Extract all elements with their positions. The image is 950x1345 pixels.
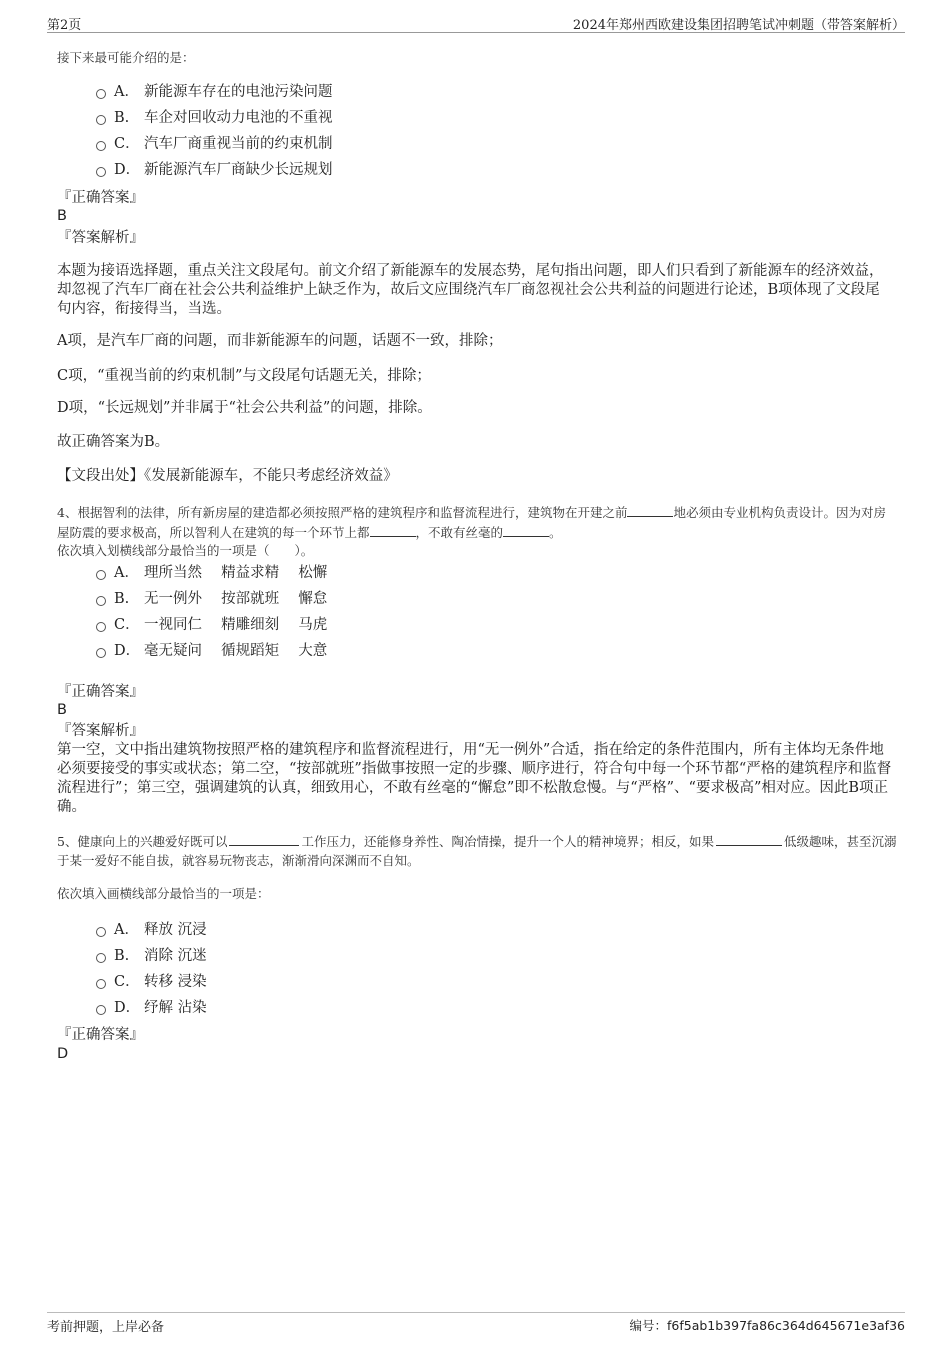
q4-analysis: 第一空，文中指出建筑物按照严格的建筑程序和监督流程进行，用“无一例外”合适，指在给定的条件范围内，所有主体均无条件地必须要接受的事实或状态；第二空，“按部就班”指做事按照一定的步骤、顺序进行，符合句中每一个环节都“严格的建筑程序和监督流程进行”；第三空，强调建筑的认真，细致用心，不敢有丝毫的“懈怠”即不松散怠慢。与“严格”、“要求极高”相对应。因此B项正确。	[57, 742, 892, 815]
radio-icon[interactable]	[96, 570, 106, 580]
q3-answer-title: 『正确答案』	[57, 190, 144, 206]
page-footer	[47, 1312, 905, 1337]
radio-icon[interactable]	[96, 927, 106, 937]
q3-option-a[interactable]: A． 新能源车存在的电池污染问题	[96, 82, 333, 102]
q4-option-d[interactable]: D． 毫无疑问 循规蹈矩 大意	[96, 641, 327, 661]
document-id: 编号：f6f5ab1b397fa86c364d645671e3af36	[629, 1318, 905, 1333]
q3-option-b[interactable]: B. 车企对回收动力电池的不重视	[96, 108, 333, 128]
footer-slogan: 考前押题，上岸必备	[47, 1320, 165, 1335]
radio-icon[interactable]	[96, 1005, 106, 1015]
q4-prompt: 依次填入划横线部分最恰当的一项是（ ）。	[57, 543, 314, 558]
radio-icon[interactable]	[96, 648, 106, 658]
blank-line[interactable]	[503, 522, 549, 537]
q5-option-d[interactable]: D． 纾解 沾染	[96, 998, 207, 1018]
q3-answer: B	[57, 208, 67, 224]
radio-icon[interactable]	[96, 953, 106, 963]
blank-line[interactable]	[716, 831, 782, 846]
radio-icon[interactable]	[96, 89, 106, 99]
q4-option-a[interactable]: A． 理所当然 精益求精 松懈	[96, 563, 327, 583]
q3-option-d[interactable]: D． 新能源汽车厂商缺少长远规划	[96, 160, 333, 180]
q5-answer: D	[57, 1046, 69, 1062]
q4-option-c[interactable]: C． 一视同仁 精雕细刻 马虎	[96, 615, 327, 635]
q4-stem: 4、根据智利的法律，所有新房屋的建造都必须按照严格的建筑程序和监督流程进行，建筑物在开建之前 地必须由专业机构负责设计。因为对房屋防震的要求极高，所以智利人在建筑的每一个环节上都 ，不敢有丝毫的 。	[57, 502, 893, 542]
page-number: 第2页	[47, 18, 82, 33]
radio-icon[interactable]	[96, 141, 106, 151]
q5-stem: 5、健康向上的兴趣爱好既可以 工作压力，还能修身养性、陶冶情操，提升一个人的精神境界；相反，如果 低级趣味，甚至沉溺于某一爱好不能自拔，就容易玩物丧志，渐渐滑向深渊而不自知。	[57, 831, 897, 870]
page-header	[47, 12, 905, 33]
q3-analysis-paragraph: 故正确答案为B。	[57, 434, 170, 450]
q3-option-c[interactable]: C． 汽车厂商重视当前的约束机制	[96, 134, 333, 154]
blank-line[interactable]	[229, 831, 299, 846]
radio-icon[interactable]	[96, 167, 106, 177]
q5-prompt: 依次填入画横线部分最恰当的一项是：	[57, 886, 270, 901]
q3-analysis-paragraph: 本题为接语选择题，重点关注文段尾句。前文介绍了新能源车的发展态势，尾句指出问题，即人们只看到了新能源车的经济效益，却忽视了汽车厂商在社会公共利益维护上缺乏作为，故后文应围绕汽车厂商忽视社会公共利益的问题进行论述，B项体现了文段尾句内容，衔接得当，当选。	[57, 263, 884, 317]
radio-icon[interactable]	[96, 596, 106, 606]
q3-analysis-paragraph: A项，是汽车厂商的问题，而非新能源车的问题，话题不一致，排除；	[57, 333, 503, 349]
radio-icon[interactable]	[96, 115, 106, 125]
document-title: 2024年郑州西欧建设集团招聘笔试冲刺题（带答案解析）	[572, 18, 905, 33]
radio-icon[interactable]	[96, 622, 106, 632]
q4-answer-title: 『正确答案』	[57, 684, 144, 700]
blank-line[interactable]	[370, 522, 416, 537]
q4-analysis-title: 『答案解析』	[57, 723, 144, 739]
q5-option-b[interactable]: B. 消除 沉迷	[96, 946, 207, 966]
q3-stem: 接下来最可能介绍的是：	[57, 50, 195, 65]
q5-option-a[interactable]: A． 释放 沉浸	[96, 920, 207, 940]
q5-answer-title: 『正确答案』	[57, 1027, 144, 1043]
radio-icon[interactable]	[96, 979, 106, 989]
q3-source: 【文段出处】《发展新能源车，不能只考虑经济效益》	[57, 468, 398, 484]
q4-option-b[interactable]: B. 无一例外 按部就班 懈怠	[96, 589, 327, 609]
q5-option-c[interactable]: C． 转移 浸染	[96, 972, 207, 992]
q4-answer: B	[57, 702, 67, 718]
blank-line[interactable]	[627, 502, 673, 517]
q3-analysis-title: 『答案解析』	[57, 230, 144, 246]
q3-analysis-paragraph: D项，“长远规划”并非属于“社会公共利益”的问题，排除。	[57, 400, 432, 416]
q3-analysis-paragraph: C项，“重视当前的约束机制”与文段尾句话题无关，排除；	[57, 368, 431, 384]
